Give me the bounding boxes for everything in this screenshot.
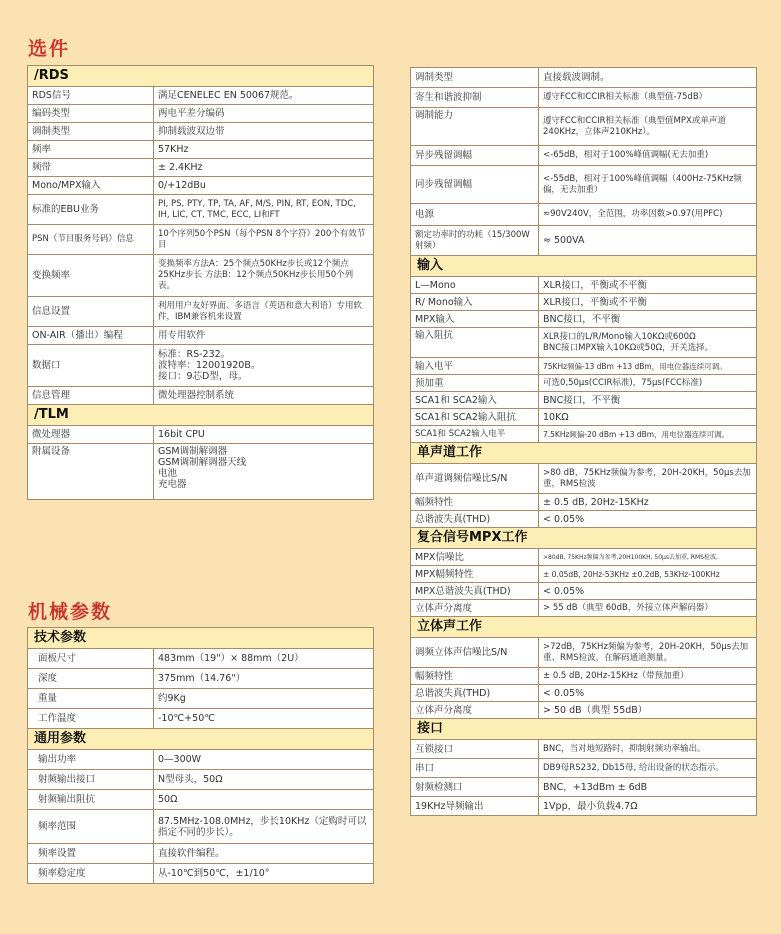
right-spec-table <box>410 67 757 816</box>
row-value: ≈90V240V，全范围，功率因数>0.97(用PFC) <box>539 204 757 226</box>
row-label: 信息管理 <box>28 387 154 405</box>
row-label: 面板尺寸 <box>28 649 154 669</box>
row-value: 10个序列50个PSN（每个PSN 8个字符）200个有效节目 <box>154 225 374 255</box>
row-value: < 0.05% <box>539 685 757 702</box>
row-label: SCA1和 SCA2输入阻抗 <box>411 409 539 426</box>
row-label: 额定功率时的功耗（15/300W射频） <box>411 226 539 256</box>
table-row <box>28 297 374 327</box>
row-label: 频带 <box>28 159 154 177</box>
row-label: 预加重 <box>411 375 539 392</box>
row-label: 输入阻抗 <box>411 328 539 358</box>
row-label: 变换频率 <box>28 255 154 297</box>
table-row <box>28 649 374 669</box>
row-label: 串口 <box>411 759 539 778</box>
row-label: 输出功率 <box>28 750 154 770</box>
mech-table <box>27 627 374 884</box>
rds-header-row <box>28 66 374 87</box>
row-label: 立体声分离度 <box>411 600 539 617</box>
row-label: 频率范围 <box>28 810 154 844</box>
table-row <box>28 844 374 864</box>
table-row <box>411 311 757 328</box>
row-label: 电源 <box>411 204 539 226</box>
row-label: 编码类型 <box>28 105 154 123</box>
row-value: 75KHz频偏-13 dBm +13 dBm，用电位器连续可调。 <box>539 358 757 375</box>
row-value: 483mm（19"）× 88mm（2U） <box>154 649 374 669</box>
row-label: 射频输出接口 <box>28 770 154 790</box>
row-value: ± 0.5 dB, 20Hz-15KHz <box>539 494 757 511</box>
row-value: > 55 dB（典型 60dB，外接立体声解码器） <box>539 600 757 617</box>
row-value: N型母头，50Ω <box>154 770 374 790</box>
table-row <box>411 759 757 778</box>
table-row <box>411 409 757 426</box>
row-label: 频率稳定度 <box>28 864 154 884</box>
row-label: 总谐波失真(THD) <box>411 511 539 528</box>
row-value: GSM调制解调器 GSM调制解调器天线 电池 充电器 <box>154 444 374 500</box>
row-label: 信息设置 <box>28 297 154 327</box>
table-row <box>28 387 374 405</box>
input-header: 输入 <box>411 256 757 277</box>
table-row <box>411 226 757 256</box>
table-row <box>411 511 757 528</box>
row-value: 遵守FCC和CCIR相关标准（典型值MPX或单声道240KHz，立体声210KHz）。 <box>539 108 757 146</box>
row-label: Mono/MPX输入 <box>28 177 154 195</box>
row-label: 调制类型 <box>28 123 154 141</box>
row-value: < 0.05% <box>539 511 757 528</box>
table-row <box>28 750 374 770</box>
table-row <box>411 204 757 226</box>
row-value: 满足CENELEC EN 50067规范。 <box>154 87 374 105</box>
row-label: 异步残留调幅 <box>411 146 539 166</box>
row-value: 0/+12dBu <box>154 177 374 195</box>
row-value: BNC接口，不平衡 <box>539 311 757 328</box>
input-header-row <box>411 256 757 277</box>
table-row <box>28 141 374 159</box>
table-row <box>411 88 757 108</box>
row-value: 1Vpp，最小负载4.7Ω <box>539 797 757 816</box>
row-label: 同步残留调幅 <box>411 166 539 204</box>
table-row <box>411 638 757 668</box>
row-label: RDS信号 <box>28 87 154 105</box>
rds-header: /RDS <box>28 66 374 87</box>
row-value: BNC，+13dBm ± 6dB <box>539 778 757 797</box>
table-row <box>28 426 374 444</box>
table-row <box>411 294 757 311</box>
table-row <box>28 225 374 255</box>
general-header: 通用参数 <box>28 729 374 750</box>
table-row <box>411 494 757 511</box>
tlm-header: /TLM <box>28 405 374 426</box>
row-label: 互锁接口 <box>411 740 539 759</box>
stereo-header: 立体声工作 <box>411 617 757 638</box>
row-value: 0—300W <box>154 750 374 770</box>
table-row <box>28 810 374 844</box>
table-row <box>411 549 757 566</box>
table-row <box>28 444 374 500</box>
table-row <box>411 277 757 294</box>
row-label: 重量 <box>28 689 154 709</box>
table-row <box>28 709 374 729</box>
row-value: 从-10℃到50℃，±1/10° <box>154 864 374 884</box>
row-label: MPX幅频特性 <box>411 566 539 583</box>
row-label: 调制能力 <box>411 108 539 146</box>
table-row <box>28 123 374 141</box>
row-label: 工作温度 <box>28 709 154 729</box>
row-value: XLR接口，平衡或不平衡 <box>539 294 757 311</box>
row-value: 约9Kg <box>154 689 374 709</box>
row-value: 50Ω <box>154 790 374 810</box>
row-label: 总谐波失真(THD) <box>411 685 539 702</box>
row-value: 直接软件编程。 <box>154 844 374 864</box>
table-row <box>411 797 757 816</box>
row-value: ± 2.4KHz <box>154 159 374 177</box>
row-value: <-65dB，相对于100%峰值调幅(无去加重) <box>539 146 757 166</box>
row-value: > 50 dB（典型 55dB） <box>539 702 757 719</box>
row-label: SCA1和 SCA2输入 <box>411 392 539 409</box>
table-row <box>411 146 757 166</box>
table-row <box>28 159 374 177</box>
row-value: 可选0,50μs(CCIR标准)，75μs(FCC标准) <box>539 375 757 392</box>
table-row <box>28 105 374 123</box>
mech-title: 机械参数 <box>28 601 113 623</box>
row-value: 遵守FCC和CCIR相关标准（典型值-75dB） <box>539 88 757 108</box>
table-row <box>28 327 374 345</box>
row-label: L—Mono <box>411 277 539 294</box>
row-value: XLR接口，平衡或不平衡 <box>539 277 757 294</box>
mono-header: 单声道工作 <box>411 443 757 464</box>
row-label: 射频检测口 <box>411 778 539 797</box>
table-row <box>411 464 757 494</box>
row-value: 用专用软件 <box>154 327 374 345</box>
table-row <box>28 790 374 810</box>
row-label: 微处理器 <box>28 426 154 444</box>
row-value: DB9母RS232, Db15母, 给出设备的状态指示。 <box>539 759 757 778</box>
table-row <box>28 345 374 387</box>
table-row <box>411 600 757 617</box>
row-label: 立体声分离度 <box>411 702 539 719</box>
row-label: 19KHz导频输出 <box>411 797 539 816</box>
mono-header-row <box>411 443 757 464</box>
row-value: 两电平差分编码 <box>154 105 374 123</box>
row-label: 调制类型 <box>411 68 539 88</box>
table-row <box>411 702 757 719</box>
row-value: PI, PS, PTY, TP, TA, AF, M/S, PIN, RT, EON, TDC, IH, LIC, CT, TMC, ECC, LI和FT <box>154 195 374 225</box>
table-row <box>411 566 757 583</box>
row-value: 375mm（14.76"） <box>154 669 374 689</box>
table-row <box>411 328 757 358</box>
stereo-header-row <box>411 617 757 638</box>
row-label: 幅频特性 <box>411 668 539 685</box>
table-row <box>411 375 757 392</box>
table-row <box>28 195 374 225</box>
row-label: 附属设备 <box>28 444 154 500</box>
row-value: 87.5MHz-108.0MHz，步长10KHz（定购时可以指定不同的步长）。 <box>154 810 374 844</box>
tech-header: 技术参数 <box>28 628 374 649</box>
row-value: 标准：RS-232。 波特率：12001920B。 接口：9芯D型，母。 <box>154 345 374 387</box>
row-label: 频率 <box>28 141 154 159</box>
row-value: 利用用户友好界面、多语言（英语和意大利语）专用软件，IBM兼容机来设置 <box>154 297 374 327</box>
row-label: MPX信噪比 <box>411 549 539 566</box>
row-label: MPX总谐波失真(THD) <box>411 583 539 600</box>
row-value: BNC接口，不平衡 <box>539 392 757 409</box>
table-row <box>28 770 374 790</box>
row-value: 抑制载波双边带 <box>154 123 374 141</box>
row-value: ≈ 500VA <box>539 226 757 256</box>
row-label: 输入电平 <box>411 358 539 375</box>
row-value: -10℃+50℃ <box>154 709 374 729</box>
table-row <box>411 166 757 204</box>
row-value: <-55dB，相对于100%峰值调幅（400Hz-75KHz频偏，无去加重） <box>539 166 757 204</box>
row-label: ON-AIR（播出）编程 <box>28 327 154 345</box>
row-value: 57KHz <box>154 141 374 159</box>
row-value: >80dB, 75KHz频偏为参考,20H100KH, 50μs去加重, RMS检波. <box>539 549 757 566</box>
row-value: BNC，当对地短路时，抑制射频功率输出。 <box>539 740 757 759</box>
row-value: >80 dB，75KHz频偏为参考，20H-20KH，50μs去加重，RMS检波 <box>539 464 757 494</box>
row-value: XLR接口的L/R/Mono输入10KΩ或600Ω BNC接口MPX输入10KΩ或50Ω，开关选择。 <box>539 328 757 358</box>
table-row <box>411 426 757 443</box>
row-label: PSN（节目服务号码）信息 <box>28 225 154 255</box>
row-label: 调频立体声信噪比S/N <box>411 638 539 668</box>
table-row <box>411 68 757 88</box>
general-header-row <box>28 729 374 750</box>
row-value: 10KΩ <box>539 409 757 426</box>
table-row <box>411 583 757 600</box>
mpx-header-row <box>411 528 757 549</box>
tech-header-row <box>28 628 374 649</box>
row-label: R/ Mono输入 <box>411 294 539 311</box>
table-row <box>28 669 374 689</box>
table-row <box>411 778 757 797</box>
row-label: 单声道调频信噪比S/N <box>411 464 539 494</box>
table-row <box>28 255 374 297</box>
row-value: 变换频率方法A：25个频点50KHz步长或12个频点25KHz步长 方法B：12个频点50KHz步长用50个列表。 <box>154 255 374 297</box>
table-row <box>411 392 757 409</box>
options-title: 选件 <box>28 38 71 60</box>
table-row <box>28 177 374 195</box>
row-label: 数据口 <box>28 345 154 387</box>
row-label: 深度 <box>28 669 154 689</box>
row-label: 幅频特性 <box>411 494 539 511</box>
mpx-header: 复合信号MPX工作 <box>411 528 757 549</box>
table-row <box>411 668 757 685</box>
row-label: 寄生和谐波抑制 <box>411 88 539 108</box>
row-label: 频率设置 <box>28 844 154 864</box>
row-value: ± 0.05dB, 20Hz-53KHz ±0.2dB, 53KHz-100KHz <box>539 566 757 583</box>
row-value: ± 0.5 dB, 20Hz-15KHz（带预加重） <box>539 668 757 685</box>
row-value: 7.5KHz频偏-20 dBm +13 dBm，用电位器连续可调。 <box>539 426 757 443</box>
row-value: 直接载波调制。 <box>539 68 757 88</box>
row-value: 16bit CPU <box>154 426 374 444</box>
row-value: < 0.05% <box>539 583 757 600</box>
table-row <box>411 358 757 375</box>
row-value: 微处理器控制系统 <box>154 387 374 405</box>
table-row <box>411 740 757 759</box>
row-label: MPX输入 <box>411 311 539 328</box>
table-row <box>411 685 757 702</box>
tlm-header-row <box>28 405 374 426</box>
table-row <box>411 108 757 146</box>
table-row <box>28 87 374 105</box>
iface-header: 接口 <box>411 719 757 740</box>
row-label: SCA1和 SCA2输入电平 <box>411 426 539 443</box>
row-value: >72dB，75KHz频偏为参考，20H-20KH，50μs去加重、RMS检波，在解码通道测量。 <box>539 638 757 668</box>
options-table <box>27 65 374 500</box>
row-label: 标准的EBU业务 <box>28 195 154 225</box>
row-label: 射频输出阻抗 <box>28 790 154 810</box>
table-row <box>28 689 374 709</box>
table-row <box>28 864 374 884</box>
iface-header-row <box>411 719 757 740</box>
